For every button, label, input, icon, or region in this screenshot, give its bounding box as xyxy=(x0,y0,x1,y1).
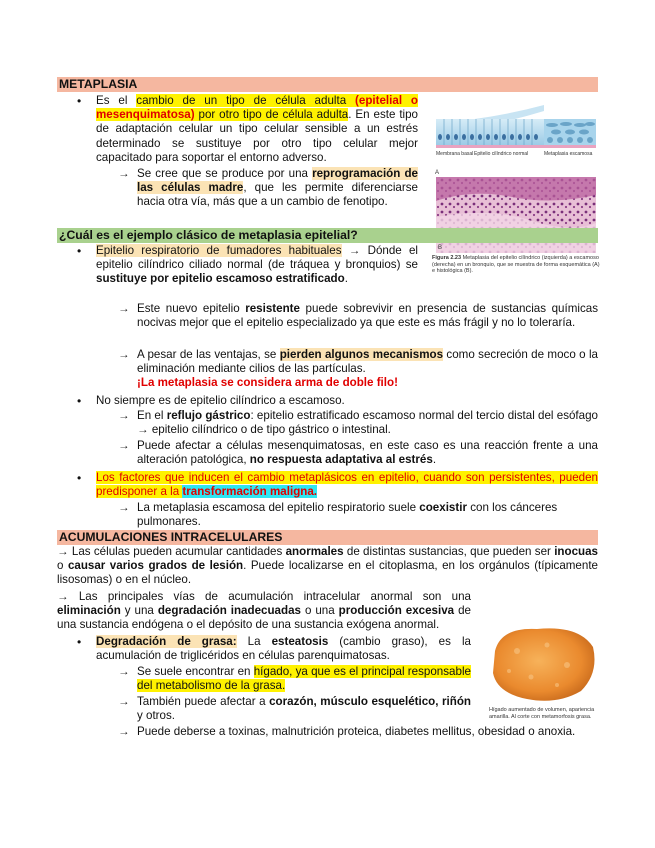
label-b: B xyxy=(438,245,443,251)
paragraph-fumadores: Epitelio respiratorio de fumadores habituales → Dónde el epitelio cilíndrico ciliado normal (de tráquea y bronquios) se sustituye por epitelio escamoso estratificado. xyxy=(96,244,418,286)
paragraph-no-siempre: No siempre es de epitelio cilíndrico a escamoso. xyxy=(96,394,345,407)
paragraph-factores: Los factores que inducen el cambio metaplásicos en epitelio, cuando son persistentes, pueden predisponer a la transformación maligna. xyxy=(96,471,598,499)
arrow-icon: → xyxy=(118,409,130,422)
paragraph-organos: También puede afectar a corazón, músculo esquelético, riñón y otros. xyxy=(137,695,471,723)
metaplasia-diagram xyxy=(432,97,600,275)
paragraph-reprogramacion: Se cree que se produce por una reprogramación de las células madre, que les permite diferenciarse hacia otra vía, más que a un cambio de fenotipo. xyxy=(137,167,418,209)
paragraph-esteatosis: Degradación de grasa: La esteatosis (cambio graso), es la acumulación de triglicéridos en células parenquimatosas. xyxy=(96,635,471,663)
label-cilindrico: Epitelio cilíndrico normal xyxy=(474,151,529,157)
bullet: • xyxy=(77,394,82,408)
section-header-metaplasia: METAPLASIA xyxy=(57,77,598,92)
arrow-icon: → xyxy=(118,695,130,708)
arrow-icon: → xyxy=(118,501,130,514)
arrow-icon: → xyxy=(118,167,130,180)
figure-caption: Figura 2.23 Metaplasia del epitelio cilíndrico (izquierda) a escamoso (derecha) en un bronquio, que se muestra de forma esquemática (A) e histológica (B). xyxy=(432,255,600,274)
paragraph-causas: Puede deberse a toxinas, malnutrición proteica, diabetes mellitus, obesidad o anoxia. xyxy=(137,725,576,738)
arrow-icon: → xyxy=(118,725,130,738)
arrow-icon: → xyxy=(118,348,130,361)
arrow-icon: → xyxy=(118,302,130,315)
arrow-icon: → xyxy=(118,439,130,452)
label-escamoso: Metaplasia escamosa xyxy=(544,151,593,157)
bullet: • xyxy=(77,94,82,108)
paragraph-acumular: → Las células pueden acumular cantidades anormales de distintas sustancias, que pueden ser inocuas o causar varios grados de lesión. Puede localizarse en el citoplasma, en los orgánulos (típicamente lisosomas) o en el núcleo. xyxy=(57,545,598,587)
paragraph-reflujo: En el reflujo gástrico: epitelio estratificado escamoso normal del tercio distal del esófago → epitelio cilíndrico o de tipo gástrico o intestinal. xyxy=(137,409,598,437)
liver-caption: Hígado aumentado de volumen, apariencia amarilla. Al corte con metamorfosis grasa. xyxy=(489,707,595,720)
figure-metaplasia xyxy=(432,97,600,275)
liver-image xyxy=(487,621,599,705)
section-header-acumulaciones: ACUMULACIONES INTRACELULARES xyxy=(57,530,598,545)
paragraph-mesenquimatosas: Puede afectar a células mesenquimatosas, en este caso es una reacción frente a una alteración patológica, no respuesta adaptativa al estrés. xyxy=(137,439,598,467)
figure-liver xyxy=(487,621,599,723)
paragraph-vias: → Las principales vías de acumulación intracelular anormal son una eliminación y una degradación inadecuadas o una producción excesiva de una sustancia endógena o el depósito de una sustancia exógena anormal. xyxy=(57,590,471,632)
bullet: • xyxy=(77,471,82,485)
label-a: A xyxy=(435,170,440,176)
paragraph-definition: Es el cambio de un tipo de célula adulta (epitelial o mesenquimatosa) por otro tipo de célula adulta. En este tipo de adaptación celular un tipo celular sensible a un estrés determinado se sustituye por otro tipo celular mejor capacitado para soportar el entorno adverso. xyxy=(96,94,419,164)
paragraph-higado: Se suele encontrar en hígado, ya que es el principal responsable del metabolismo de la grasa. xyxy=(137,665,471,693)
arrow-icon: → xyxy=(118,665,130,678)
paragraph-ventajas: A pesar de las ventajas, se pierden algunos mecanismos como secreción de moco o la eliminación mediante cilios de las partículas. ¡La metaplasia se considera arma de doble filo! xyxy=(137,348,598,390)
squamous-cells xyxy=(544,119,596,145)
bullet: • xyxy=(77,635,82,649)
paragraph-coexistir: La metaplasia escamosa del epitelio respiratorio suele coexistir con los cánceres pulmonares. xyxy=(137,501,558,529)
section-header-question: ¿Cuál es el ejemplo clásico de metaplasia epitelial? xyxy=(57,228,598,243)
bullet: • xyxy=(77,244,82,258)
paragraph-resistente: Este nuevo epitelio resistente puede sobrevivir en presencia de sustancias químicas nocivas mejor que el epitelio especializado ya que este es más frágil y no lo toleraría. xyxy=(137,302,598,330)
label-membrana: Membrana basal xyxy=(436,151,474,157)
